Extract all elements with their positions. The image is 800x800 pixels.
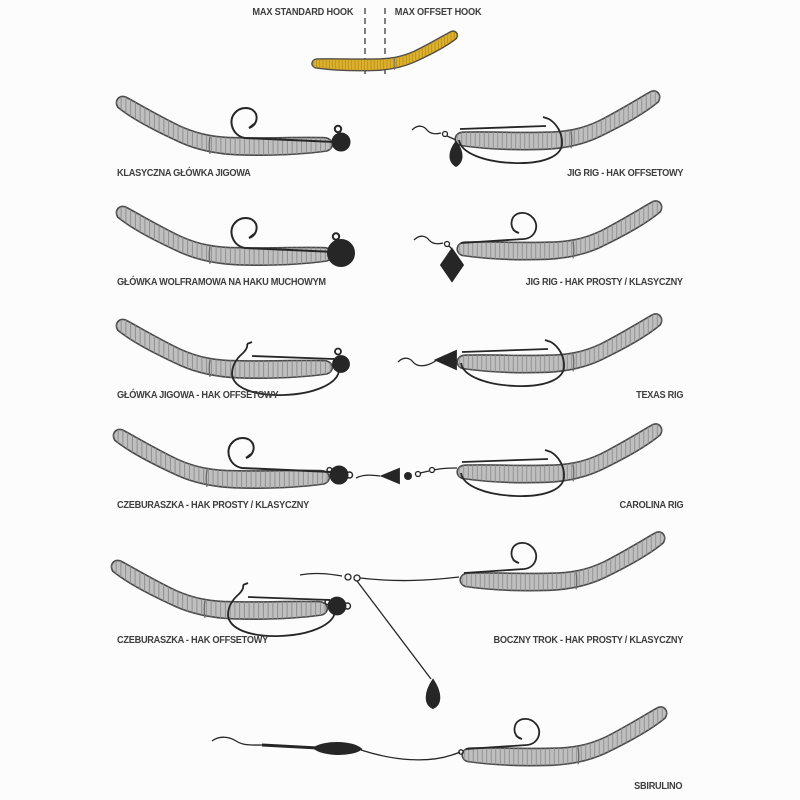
fishing-line	[412, 126, 441, 134]
teardrop-weight	[427, 680, 440, 708]
label-glowka-jigowa-offset: GŁÓWKA JIGOWA - HAK OFFSETOWY	[117, 390, 279, 401]
straight-hook	[466, 719, 539, 749]
swivel-body	[420, 471, 429, 473]
tungsten-head-ball	[328, 240, 354, 266]
cheburashka-ball	[329, 598, 346, 615]
jig-head-ball	[333, 356, 349, 372]
leader-line	[361, 750, 460, 760]
snap-clip	[443, 132, 448, 137]
bullet-weight	[382, 469, 399, 483]
offset-hook-shank	[460, 126, 546, 129]
fishing-line	[356, 475, 380, 478]
offset-hook-shank	[462, 459, 548, 462]
worm-glowka-wolframowa	[116, 206, 332, 265]
label-jig-rig-prosty: JIG RIG - HAK PROSTY / KLASYCZNY	[525, 277, 683, 288]
worm-jig-rig-prosty	[457, 201, 662, 260]
label-klasyczna-glowka-jigowa: KLASYCZNA GŁÓWKA JIGOWA	[117, 168, 251, 179]
straight-hook	[464, 543, 536, 573]
cheburashka-ball	[331, 467, 348, 484]
label-sbirulino: SBIRULINO	[633, 781, 682, 792]
label-czeburaszka-offset: CZEBURASZKA - HAK OFFSETOWY	[117, 635, 268, 646]
jig-head-eyelet	[335, 349, 341, 355]
jig-head-eyelet	[335, 126, 341, 132]
dropper-line	[357, 581, 431, 679]
offset-hook-shank	[462, 349, 548, 352]
worm-carolina-rig	[457, 424, 662, 483]
straight-hook	[228, 438, 332, 472]
max-standard-hook-label: MAX STANDARD HOOK	[252, 7, 354, 18]
main-line	[300, 573, 342, 576]
sbirolino-float	[314, 743, 361, 754]
worm-czeburaszka-offset	[111, 560, 327, 619]
jig-head-ball	[333, 134, 350, 151]
worm-czeburaszka-prosty	[113, 429, 329, 488]
bead	[404, 472, 412, 480]
hardware-boczny-trok	[300, 543, 536, 708]
leader-line	[434, 468, 457, 470]
offset-hook-shank	[252, 356, 334, 359]
label-carolina-rig: CAROLINA RIG	[619, 500, 683, 511]
tungsten-eyelet	[333, 233, 339, 239]
label-texas-rig: TEXAS RIG	[635, 390, 683, 401]
label-glowka-wolframowa: GŁÓWKA WOLFRAMOWA NA HAKU MUCHOWYM	[117, 277, 326, 288]
label-czeburaszka-prosty: CZEBURASZKA - HAK PROSTY / KLASYCZNY	[117, 500, 309, 511]
worm-texas-rig	[457, 314, 662, 373]
max-offset-hook-label: MAX OFFSET HOOK	[394, 7, 482, 18]
main-line	[212, 737, 262, 745]
worm-klasyczna-glowka-jigowa	[116, 96, 332, 155]
swivel-ring	[354, 575, 360, 581]
swivel-ring	[430, 468, 435, 473]
worm-jig-rig-offset	[455, 91, 660, 150]
bullet-weight	[436, 351, 456, 369]
snap-clip	[445, 242, 450, 247]
label-boczny-trok: BOCZNY TROK - HAK PROSTY / KLASYCZNY	[493, 635, 683, 646]
fishing-line	[414, 236, 443, 244]
offset-hook-shank	[248, 597, 330, 600]
side-leader-line	[360, 577, 459, 581]
line-sleeve	[262, 745, 318, 748]
worm-glowka-jigowa-offset	[116, 319, 332, 378]
straight-hook	[461, 213, 536, 243]
worm-boczny-trok	[460, 532, 665, 591]
label-jig-rig-offset: JIG RIG - HAK OFFSETOWY	[566, 168, 683, 179]
swivel-ring	[345, 574, 351, 580]
swivel-ring	[416, 472, 421, 477]
fishing-line	[398, 358, 437, 366]
worm-sbirulino	[462, 707, 667, 766]
